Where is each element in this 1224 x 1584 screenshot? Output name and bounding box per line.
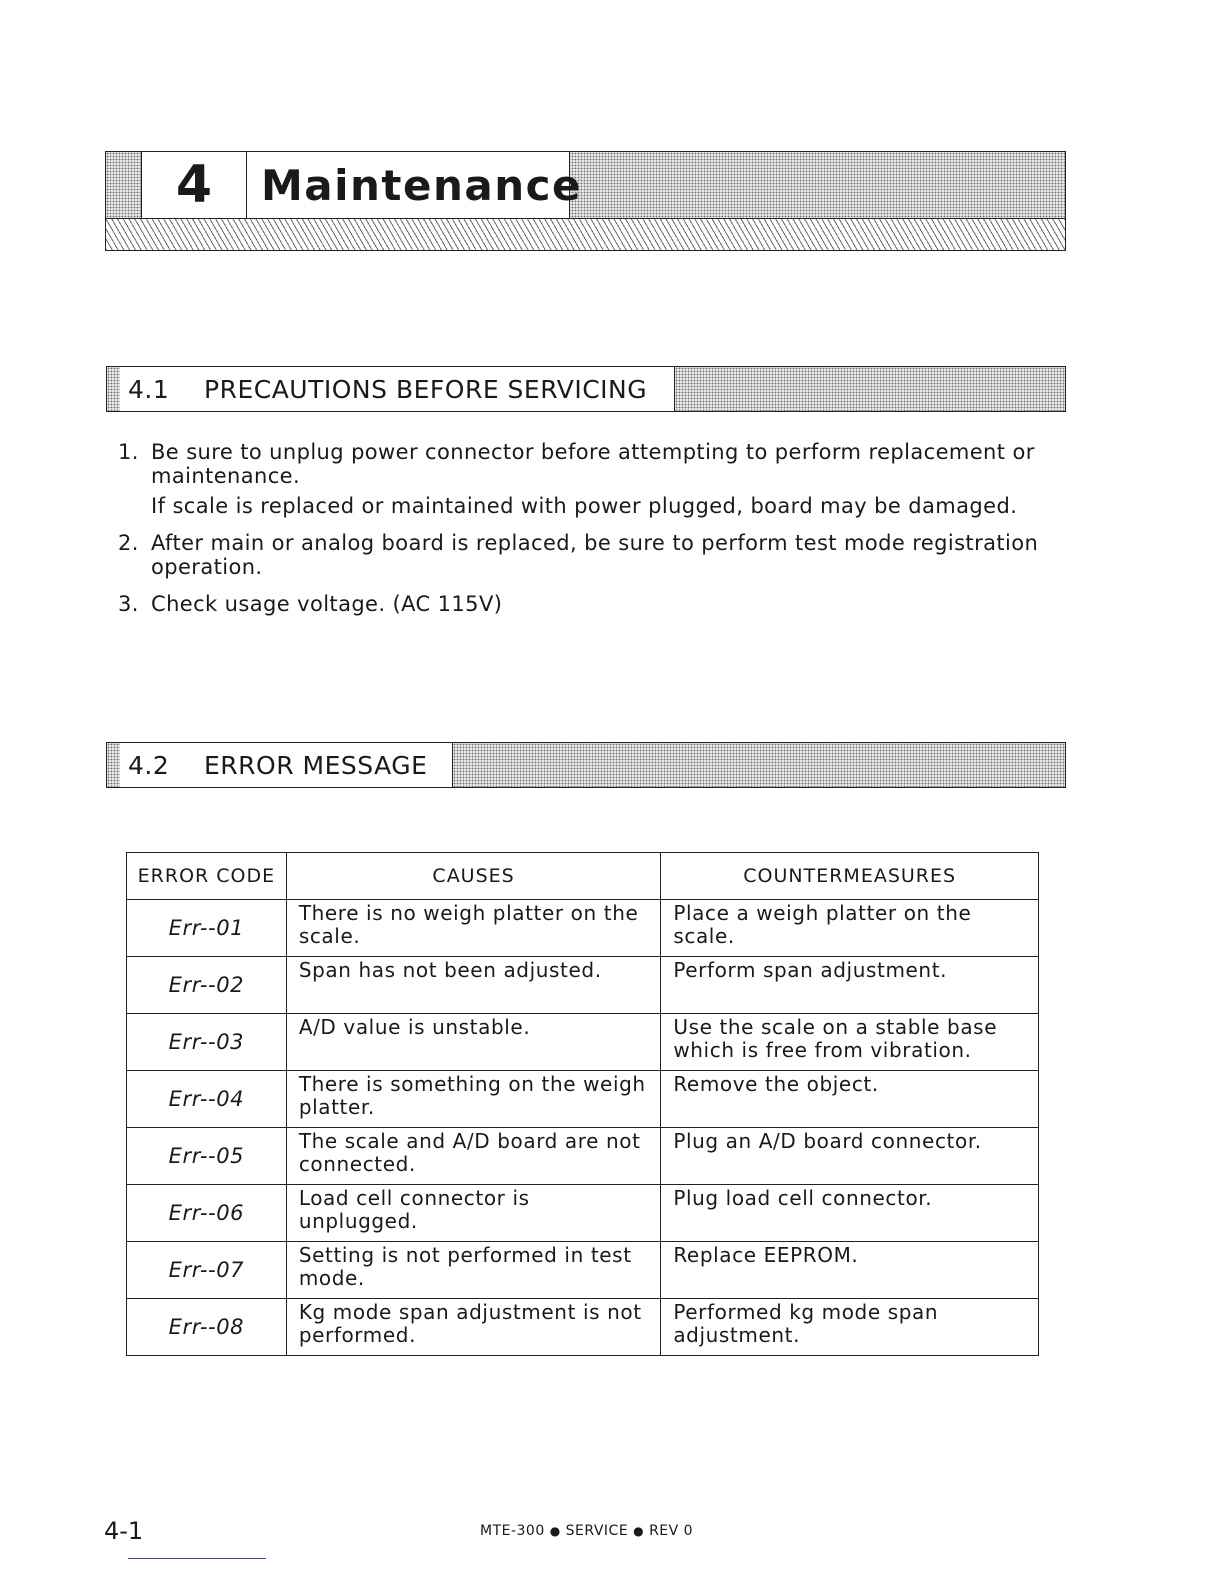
table-row xyxy=(127,1014,1039,1071)
error-code: Err--01 xyxy=(127,900,287,957)
section-header-marker xyxy=(107,367,121,411)
error-table xyxy=(126,852,1039,1356)
cause-cell: Span has not been adjusted. xyxy=(286,957,661,1014)
section-header-fill xyxy=(675,367,1065,411)
list-item xyxy=(118,440,1068,518)
cause-cell: A/D value is unstable. xyxy=(286,1014,661,1071)
table-row xyxy=(127,900,1039,957)
section-header-fill xyxy=(453,743,1065,787)
bullet-icon: ● xyxy=(549,1524,561,1538)
list-item-text: Be sure to unplug power connector before attempting to perform replacement or maintenance. xyxy=(151,440,1035,488)
section-title: ERROR MESSAGE xyxy=(204,750,428,780)
error-code: Err--08 xyxy=(127,1299,287,1356)
section-number: 4.2 xyxy=(128,750,170,780)
countermeasure-cell: Performed kg mode span adjustment. xyxy=(661,1299,1039,1356)
chapter-header xyxy=(105,151,1066,251)
bottom-rule xyxy=(128,1558,266,1559)
footer-manual: SERVICE xyxy=(565,1523,629,1539)
section-label xyxy=(120,743,453,787)
bullet-icon: ● xyxy=(633,1524,645,1538)
countermeasure-cell: Use the scale on a stable base which is free from vibration. xyxy=(661,1014,1039,1071)
table-row xyxy=(127,957,1039,1014)
list-item xyxy=(118,592,1068,616)
section-number: 4.1 xyxy=(128,374,170,404)
page-number: 4-1 xyxy=(104,1517,144,1545)
countermeasure-cell: Plug an A/D board connector. xyxy=(661,1128,1039,1185)
precautions-list xyxy=(118,440,1068,629)
countermeasure-cell: Perform span adjustment. xyxy=(661,957,1039,1014)
error-code: Err--06 xyxy=(127,1185,287,1242)
list-item-text: After main or analog board is replaced, be sure to perform test mode registration operation. xyxy=(151,531,1039,579)
table-row xyxy=(127,1299,1039,1356)
error-code: Err--04 xyxy=(127,1071,287,1128)
cause-cell: Setting is not performed in test mode. xyxy=(286,1242,661,1299)
cause-cell: There is no weigh platter on the scale. xyxy=(286,900,661,957)
list-marker: 1. xyxy=(118,440,139,464)
column-header-error-code: ERROR CODE xyxy=(127,853,287,900)
table-row xyxy=(127,1185,1039,1242)
column-header-countermeasures: COUNTERMEASURES xyxy=(661,853,1039,900)
footer-model: MTE-300 xyxy=(480,1523,545,1539)
list-marker: 2. xyxy=(118,531,139,555)
footer-info xyxy=(480,1523,693,1539)
list-item-note: If scale is replaced or maintained with power plugged, board may be damaged. xyxy=(151,494,1018,518)
countermeasure-cell: Place a weigh platter on the scale. xyxy=(661,900,1039,957)
countermeasure-cell: Remove the object. xyxy=(661,1071,1039,1128)
list-item-text: Check usage voltage. (AC 115V) xyxy=(151,592,503,616)
error-code: Err--05 xyxy=(127,1128,287,1185)
error-code: Err--02 xyxy=(127,957,287,1014)
section-header-marker xyxy=(107,743,121,787)
chapter-title: Maintenance xyxy=(247,152,570,218)
list-marker: 3. xyxy=(118,592,139,616)
section-header-precautions xyxy=(106,366,1066,412)
chapter-number: 4 xyxy=(141,152,247,218)
footer-revision: REV 0 xyxy=(649,1523,694,1539)
table-row xyxy=(127,1242,1039,1299)
cause-cell: The scale and A/D board are not connected. xyxy=(286,1128,661,1185)
column-header-causes: CAUSES xyxy=(286,853,661,900)
error-code: Err--07 xyxy=(127,1242,287,1299)
cause-cell: Kg mode span adjustment is not performed. xyxy=(286,1299,661,1356)
table-row xyxy=(127,1071,1039,1128)
countermeasure-cell: Replace EEPROM. xyxy=(661,1242,1039,1299)
list-item xyxy=(118,531,1068,579)
countermeasure-cell: Plug load cell connector. xyxy=(661,1185,1039,1242)
cause-cell: There is something on the weigh platter. xyxy=(286,1071,661,1128)
cause-cell: Load cell connector is unplugged. xyxy=(286,1185,661,1242)
chapter-header-hatched-band xyxy=(106,218,1065,250)
error-code: Err--03 xyxy=(127,1014,287,1071)
table-row xyxy=(127,1128,1039,1185)
section-header-error-message xyxy=(106,742,1066,788)
section-title: PRECAUTIONS BEFORE SERVICING xyxy=(204,374,648,404)
table-header-row xyxy=(127,853,1039,900)
section-label xyxy=(120,367,675,411)
